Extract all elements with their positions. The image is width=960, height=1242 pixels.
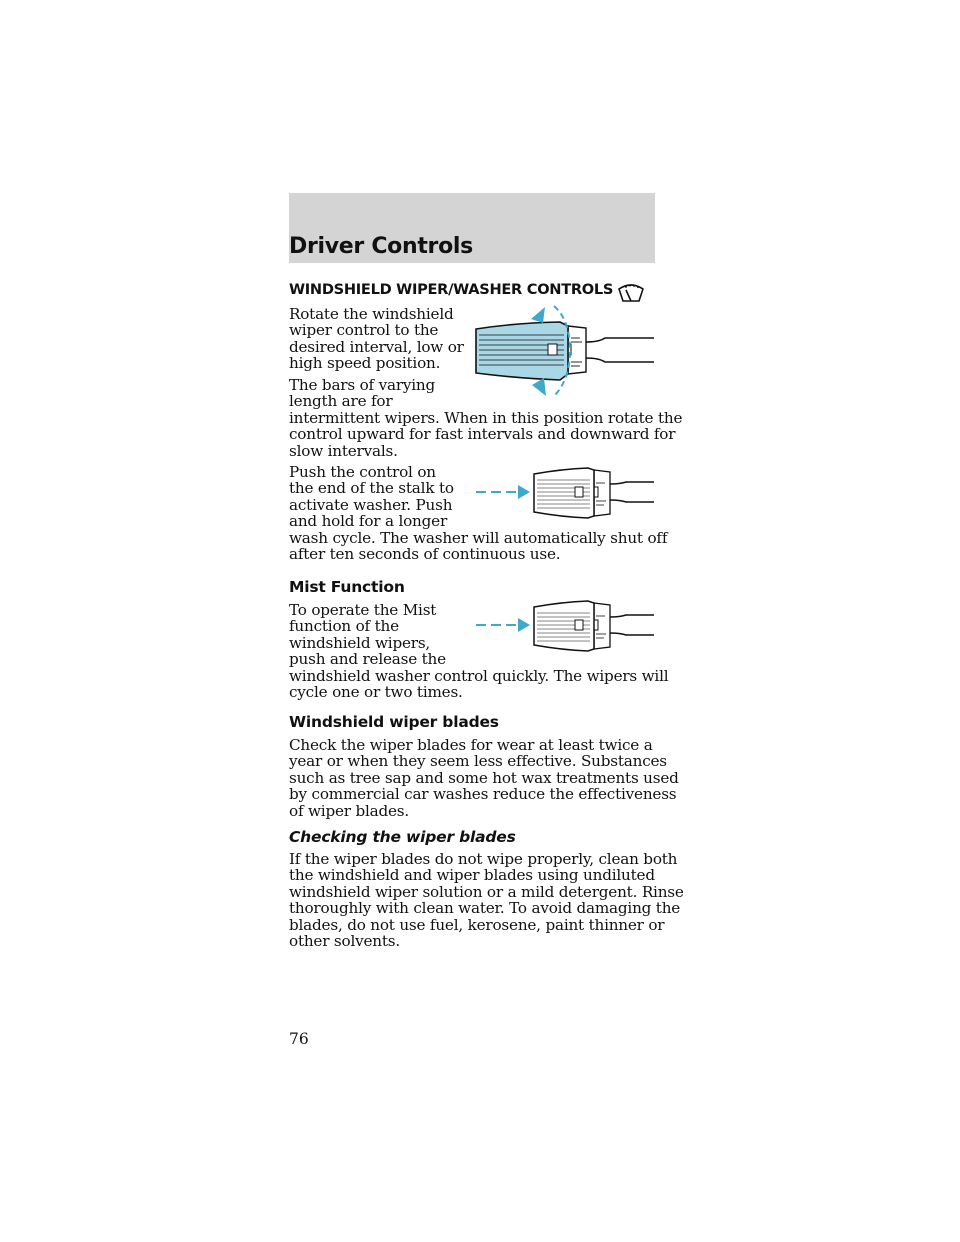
paragraph-mist: To operate the Mist function of the windshield wipers, push and release the windshield washer control quickly. The wipers will cycle one or two times. <box>289 601 669 702</box>
heading-wiper-washer-controls: WINDSHIELD WIPER/WASHER CONTROLS <box>289 281 614 298</box>
paragraph-intermittent: The bars of varying length are for intermittent wipers. When in this position rotate the control upward for fast intervals and downward for slow intervals. <box>289 376 683 460</box>
stalk-mist-illustration <box>474 598 655 656</box>
heading-mist-function: Mist Function <box>289 578 405 596</box>
paragraph-checking-blades: If the wiper blades do not wipe properly, clean both the windshield and wiper blades using undiluted windshield wiper solution or a mild detergent. Rinse thoroughly with clean water. To avoid damaging the blades, do not use fuel, kerosene, paint thinner or other solvents. <box>289 850 684 951</box>
stalk-push-washer-illustration <box>474 465 655 523</box>
page-number: 76 <box>289 1030 309 1048</box>
windshield-wiper-icon <box>618 283 644 303</box>
paragraph-washer: Push the control on the end of the stalk to activate washer. Push and hold for a longer wash cycle. The washer will automatically shut off after ten seconds of continuous use. <box>289 463 668 564</box>
heading-wiper-blades: Windshield wiper blades <box>289 713 499 731</box>
paragraph-wiper-blades: Check the wiper blades for wear at least twice a year or when they seem less effective. Substances such as tree sap and some hot wax treatments used by commercial car washes reduce the effectiveness of wiper blades. <box>289 736 679 820</box>
paragraph-rotate-control: Rotate the windshield wiper control to the desired interval, low or high speed position. <box>289 305 464 373</box>
heading-checking-blades: Checking the wiper blades <box>289 828 516 846</box>
section-title: Driver Controls <box>289 234 473 259</box>
